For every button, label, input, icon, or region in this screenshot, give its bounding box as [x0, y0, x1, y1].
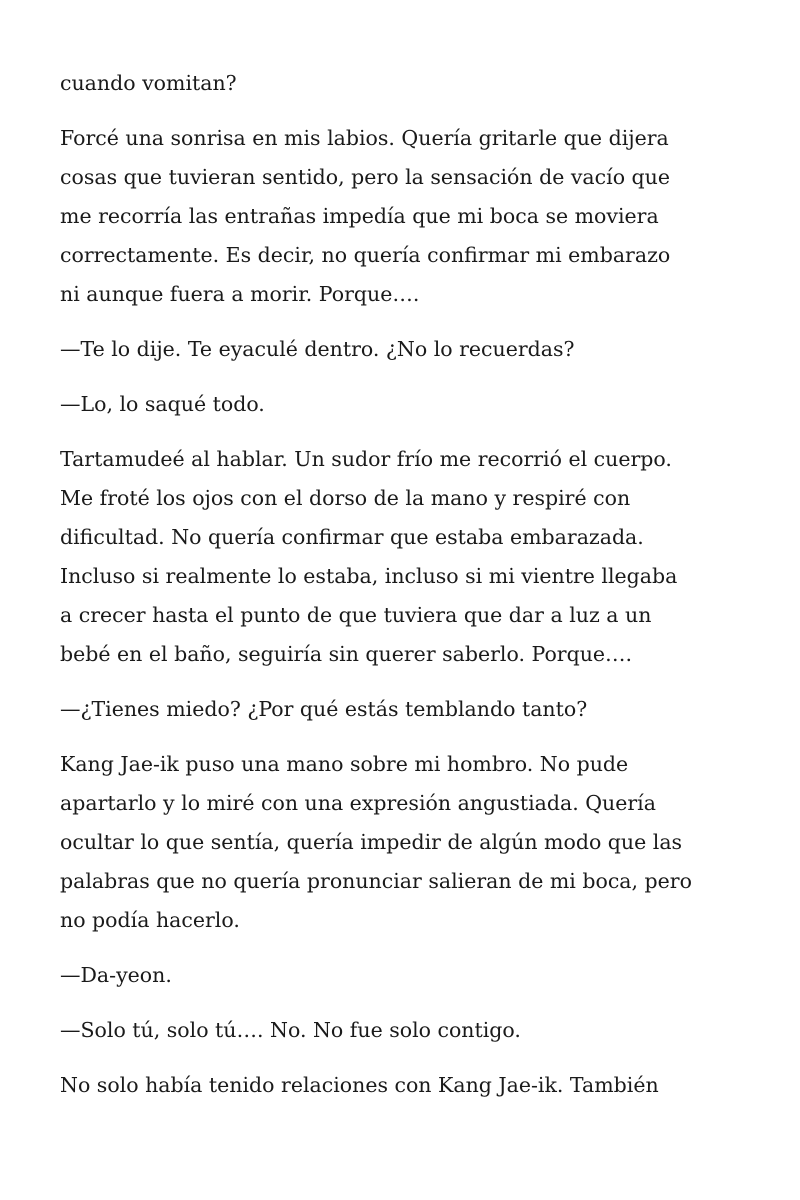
paragraph: Forcé una sonrisa en mis labios. Quería gritarle que dijera cosas que tuvieran sentido, pero la sensación de vacío que me recorría las entrañas impedía que mi boca se moviera correctamente. Es decir, no quería confirmar mi embarazo ni aunque fuera a morir. Porque…. [60, 126, 671, 306]
dialogue-line: —Te lo dije. Te eyaculé dentro. ¿No lo recuerdas? [60, 337, 575, 361]
dialogue-line: —Da-yeon. [60, 963, 172, 987]
book-page [60, 64, 750, 1121]
dialogue-line: —Lo, lo saqué todo. [60, 392, 265, 416]
paragraph: cuando vomitan? [60, 71, 237, 95]
paragraph: Tartamudeé al hablar. Un sudor frío me recorrió el cuerpo. Me froté los ojos con el dorso de la mano y respiré con dificultad. No quería confirmar que estaba embarazada. Incluso si realmente lo estaba, incluso si mi vientre llegaba a crecer hasta el punto de que tuviera que dar a luz a un bebé en el baño, seguiría sin querer saberlo. Porque…. [60, 447, 678, 666]
paragraph: Kang Jae-ik puso una mano sobre mi hombro. No pude apartarlo y lo miré con una expresión angustiada. Quería ocultar lo que sentía, quería impedir de algún modo que las palabras que no quería pronunciar salieran de mi boca, pero no podía hacerlo. [60, 752, 692, 932]
paragraph: No solo había tenido relaciones con Kang Jae-ik. También [60, 1073, 659, 1097]
dialogue-line: —¿Tienes miedo? ¿Por qué estás temblando tanto? [60, 697, 588, 721]
dialogue-line: —Solo tú, solo tú…. No. No fue solo contigo. [60, 1018, 521, 1042]
